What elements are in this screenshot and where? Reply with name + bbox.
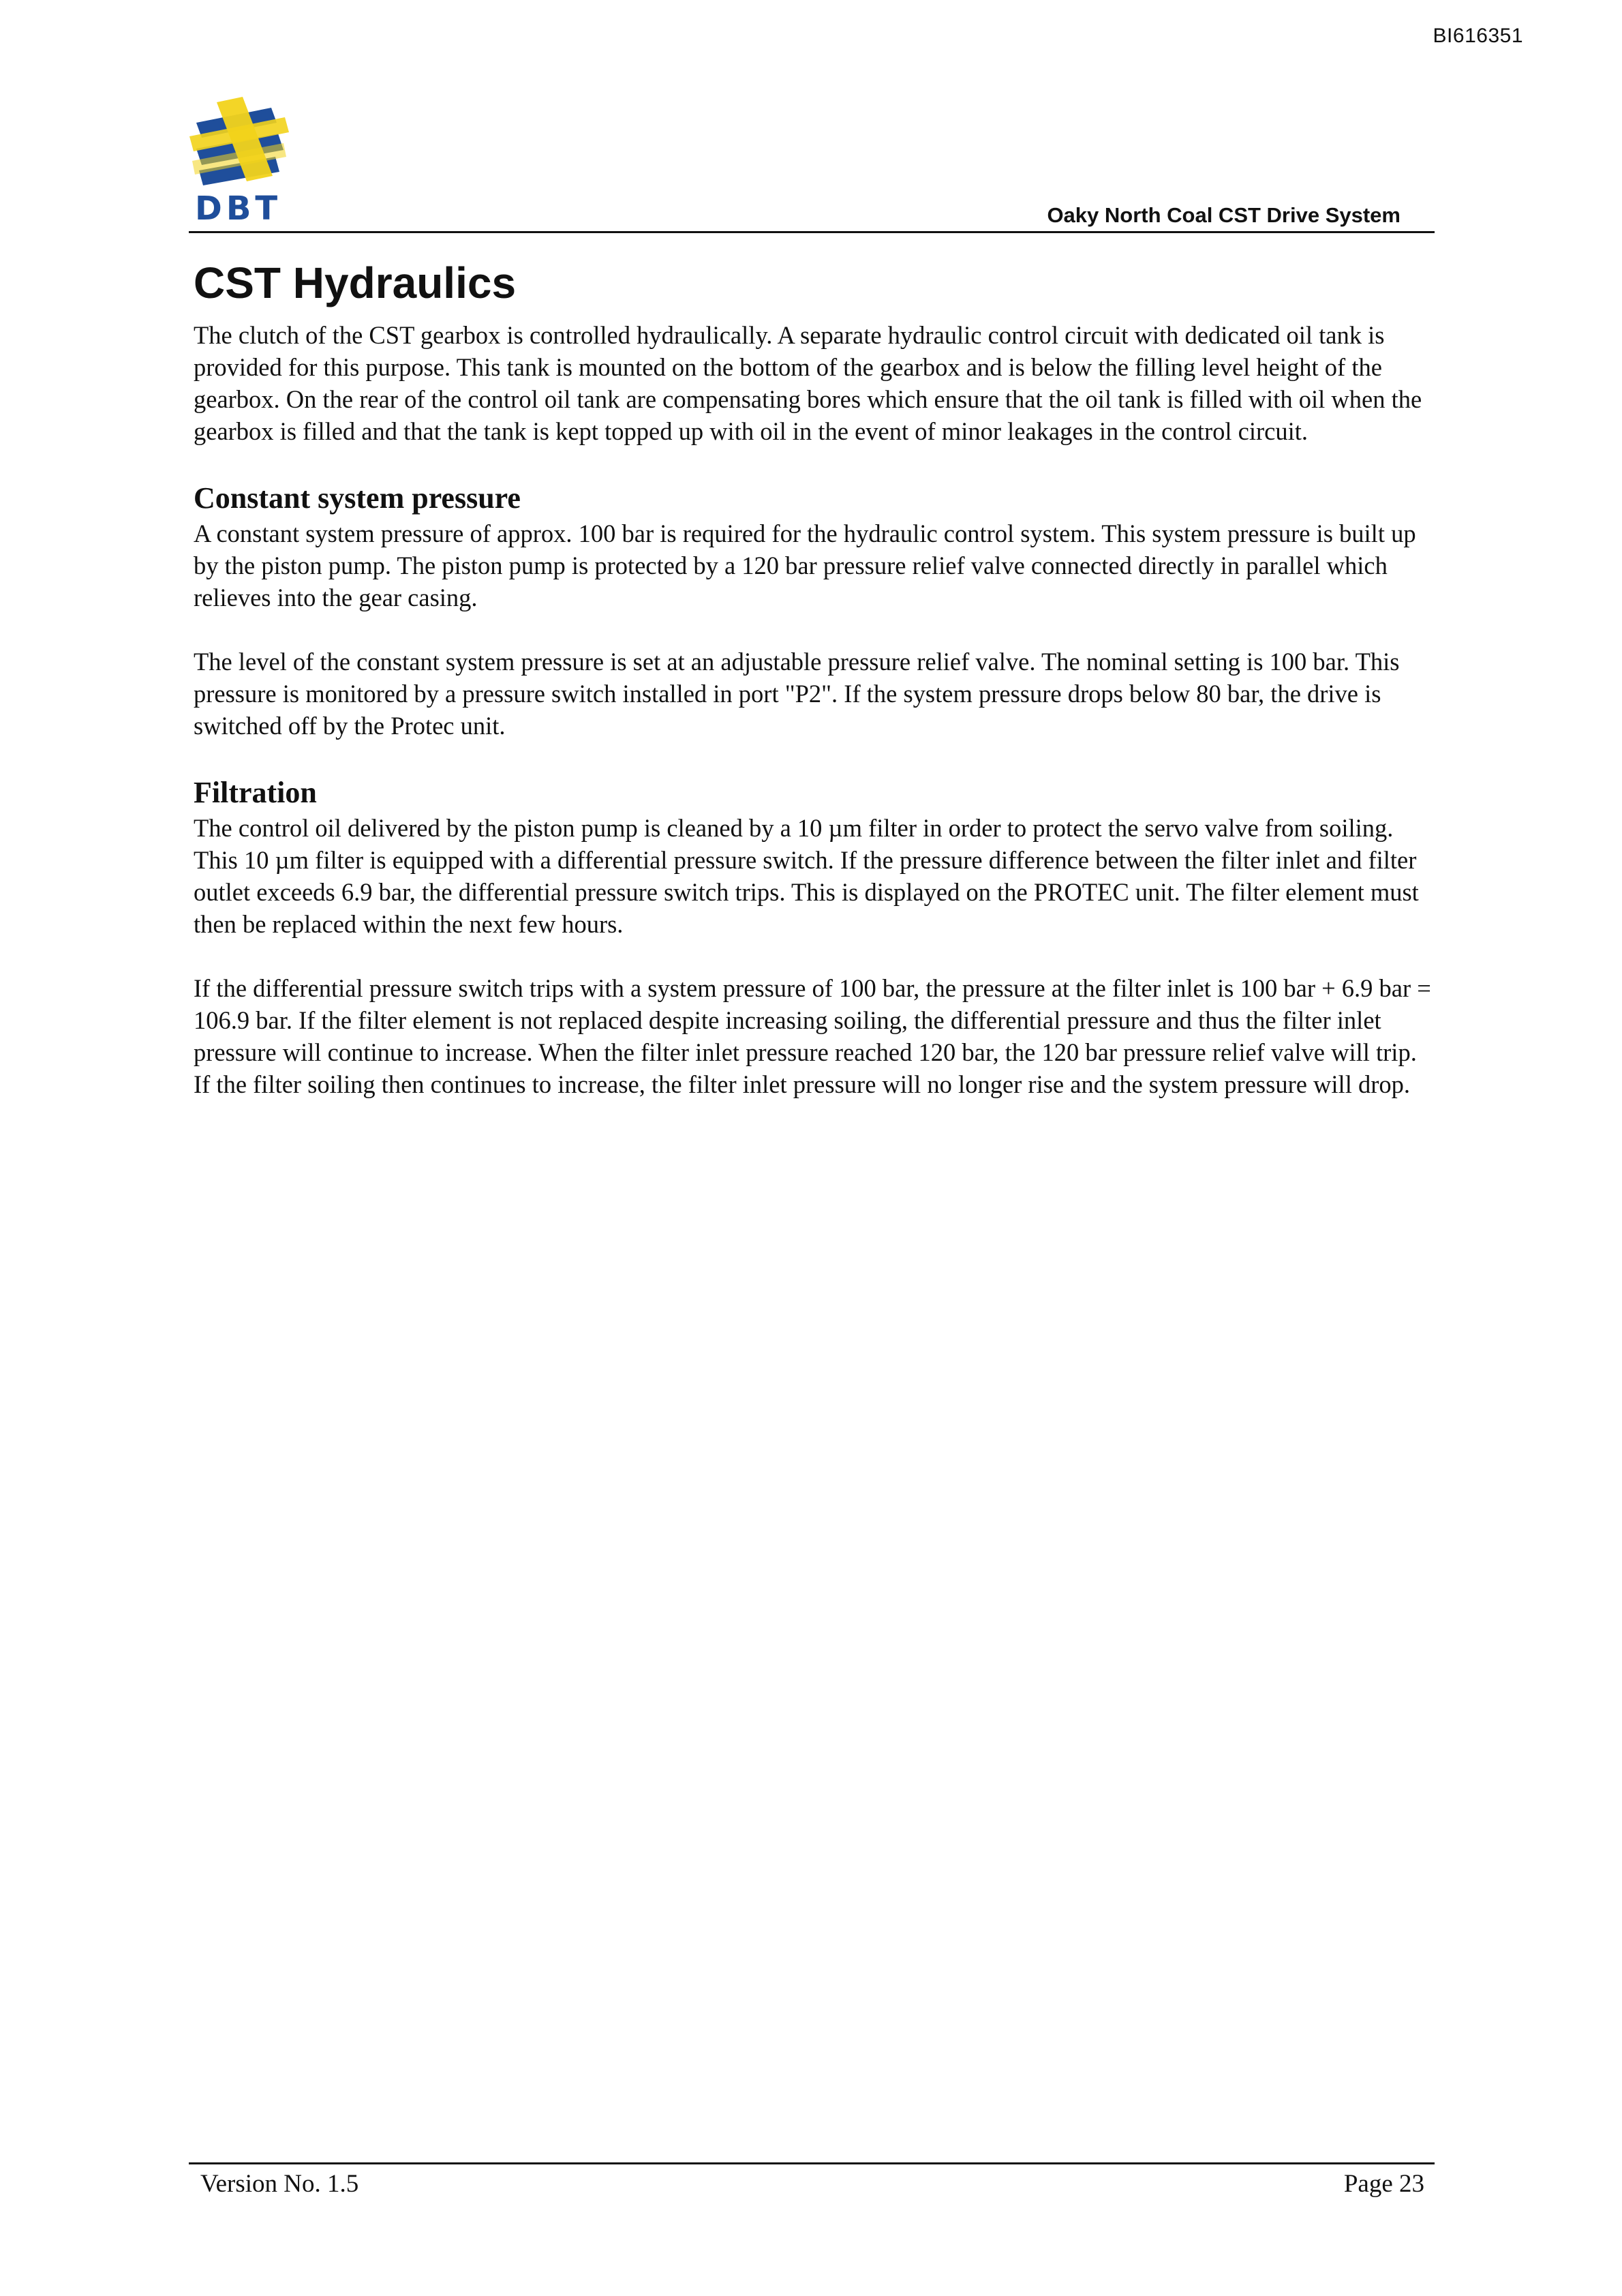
main-content xyxy=(194,259,1435,1100)
header-title: Oaky North Coal CST Drive System xyxy=(1047,203,1401,227)
page-title: CST Hydraulics xyxy=(194,258,517,307)
section-heading-constant-pressure: Constant system pressure xyxy=(194,481,521,515)
paragraph: The control oil delivered by the piston pump is cleaned by a 10 µm filter in order to protect the servo valve from soiling. This 10 µm filter is equipped with a differential pressure switch. If the pressure difference between the filter inlet and filter outlet exceeds 6.9 bar, the differential pressure switch trips. This is displayed on the PROTEC unit. The filter element must then be replaced within the next few hours. xyxy=(194,813,1419,938)
logo-text: DBT xyxy=(195,190,282,225)
footer-version: Version No. 1.5 xyxy=(200,2170,359,2198)
intro-paragraph: The clutch of the CST gearbox is controlled hydraulically. A separate hydraulic control circuit with dedicated oil tank is provided for this purpose. This tank is mounted on the bottom of the gearbox and is below the filling level height of the gearbox. On the rear of the control oil tank are compensating bores which ensure that the oil tank is filled with oil when the gearbox is filled and that the tank is kept topped up with oil in the event of minor leakages in the control circuit. xyxy=(194,321,1422,446)
section-heading-filtration: Filtration xyxy=(194,775,317,809)
paragraph: The level of the constant system pressure is set at an adjustable pressure relief valve. The nominal setting is 100 bar. This pressure is monitored by a pressure switch installed in port "P2". If the system pressure drops below 80 bar, the drive is switched off by the Protec unit. xyxy=(194,647,1400,740)
footer-page-number: Page 23 xyxy=(1343,2170,1424,2198)
document-id: BI616351 xyxy=(1433,25,1523,47)
paragraph: A constant system pressure of approx. 100 bar is required for the hydraulic control system. This system pressure is built up by the piston pump. The piston pump is protected by a 120 bar pressure relief valve connected directly in parallel which relieves into the gear casing. xyxy=(194,519,1416,611)
footer-divider xyxy=(189,2162,1435,2164)
paragraph: If the differential pressure switch trips with a system pressure of 100 bar, the pressure at the filter inlet is 100 bar + 6.9 bar = 106.9 bar. If the filter element is not replaced despite increasing soiling, the differential pressure and thus the filter inlet pressure will continue to increase. When the filter inlet pressure reached 120 bar, the 120 bar pressure relief valve will trip. If the filter soiling then continues to increase, the filter inlet pressure will no longer rise and the system pressure will drop. xyxy=(194,973,1431,1098)
header-divider xyxy=(189,231,1435,233)
dbt-logo xyxy=(189,95,292,225)
